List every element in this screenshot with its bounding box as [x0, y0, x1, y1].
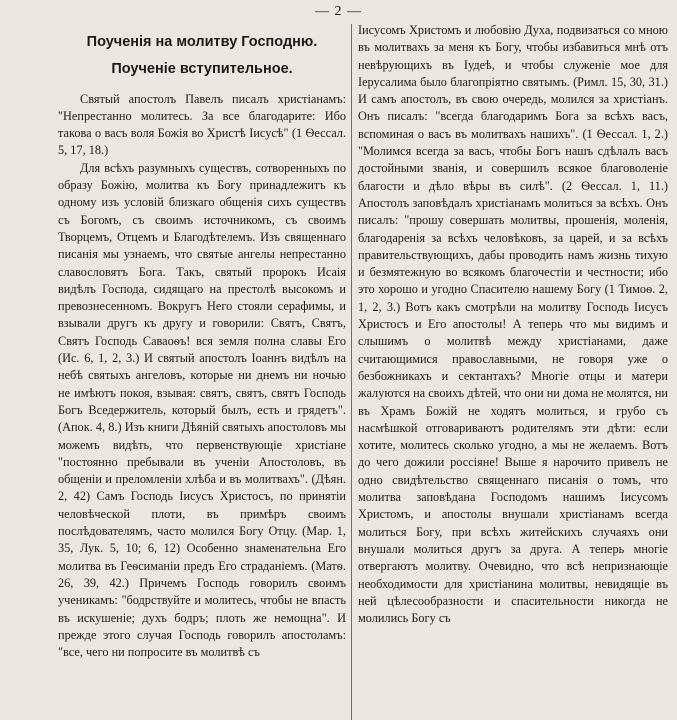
column-divider	[351, 24, 352, 720]
paragraph-continued: Іисусомъ Христомъ и любовію Духа, подвизаться со мною въ молитвахъ за меня къ Богу, чтобы избавиться мнѣ отъ невѣрующихъ въ Іудеѣ, и чтобы служеніе мое для Іерусалима было благопріятно святымъ. (Римл. 15, 30, 31.) И самъ апостолъ, въ свою очередь, молился за христіанъ. Онъ писалъ: "всегда благодаримъ Бога за всѣхъ васъ, вспоминая о васъ въ молитвахъ нашихъ". (1 Ѳессал. 1, 2.) "Молимся всегда за васъ, чтобы Богъ нашъ сдѣлалъ васъ достойными званія, и совершилъ всякое благоволеніе благости и дѣло вѣры въ силѣ". (2 Ѳессал. 1, 11.) Апостолъ заповѣдалъ христіанамъ молиться за всѣхъ. Онъ писалъ: "прошу совершать молитвы, прошенія, моленія, благодаренія за всѣхъ человѣковъ, за царей, и за всѣхъ правительствующихъ, дабы проводить намъ жизнь тихую и безмятежную во всякомъ благочестіи и честности; ибо это хорошо и угодно Спасителю нашему Богу (1 Тимоѳ. 2, 1, 2, 3.) Вотъ какъ смотрѣли на молитву Господь Іисусъ Христосъ и Его апостолы! А теперь что мы видимъ и слышимъ о молитвѣ между христіанами, даже считающимися православными, не говоря уже о безбожникахъ и сектантахъ? Многіе отцы и матери жалуются на своихъ дѣтей, что они ни дома не молятся, ни въ Храмъ Божій не ходятъ молиться, и грубо съ насмѣшкой отговариваютъ родителямъ эти дѣти: если хотите, молитесь сколько угодно, а мы не желаемъ. Вотъ до чего дожили россіяне! Выше я нарочито привелъ не одно свидѣтельство священнаго писанія о томъ, что молитва заповѣдана Господомъ нашимъ Іисусомъ Христомъ, и апостолы внушали христіанамъ всегда молиться Богу, при всѣхъ житейскихъ случаяхъ они внушали молиться другъ за друга. А теперь многіе отвергаютъ молитву. Очевидно, что всѣ непризнающіе необходимости для христіанина молитвы, невидящіе въ ней цѣлесообразности и спасительности никогда не молились Богу съ	[358, 23, 668, 626]
left-column	[58, 22, 346, 720]
paragraph-2: Для всѣхъ разумныхъ существъ, сотворенныхъ по образу Божію, молитва къ Богу принадлежитъ къ одному изъ условій близкаго общенія сихъ существъ съ Богомъ, съ своимъ источникомъ, съ своимъ Творцемъ, Отцемъ и Благодѣтелемъ. Изъ священнаго писанія мы узнаемъ, что святые ангелы непрестанно славословятъ Бога. Такъ, святый пророкъ Исаія видѣлъ Господа, сидящаго на престолѣ высокомъ и превознесенномъ. Вокругъ Него стояли серафимы, и взывали другъ къ другу и говорили: Святъ, Святъ, Святъ Господь Саваоѳъ! вся земля полна славы Его (Ис. 6, 1, 2, 3.) И святый апостолъ Іоаннъ видѣлъ на небѣ святыхъ ангеловъ, которые ни днемъ ни ночью не имѣютъ покоя, взывая: святъ, святъ, святъ Господь Богъ Вседержитель, который былъ, есть и грядетъ". (Апок. 4, 8.) Изъ книги Дѣяній святыхъ апостоловъ мы можемъ видѣть, что первенствующіе христіане "постоянно пребывали въ ученіи Апостоловъ, въ общеніи и преломленіи хлѣба и въ молитвахъ". (Дѣян. 2, 42) Самъ Господь Іисусъ Христосъ, по принятіи человѣческой плоти, въ примѣръ своимъ послѣдователямъ, часто молился Богу Отцу. (Мар. 1, 35, Лук. 5, 10; 6, 12) Особенно знаменательна Его молитва въ Геѳсиманіи предъ Его страданіемъ. (Матѳ. 26, 39, 42.) Причемъ Господь говорилъ своимъ ученикамъ: "бодрствуйте и молитесь, чтобы не впасть въ искушеніе; духъ бодръ; плоть же немощна". И прежде этого случая Господь говорилъ апостоламъ: "все, чего ни попросите въ молитвѣ съ	[58, 160, 346, 660]
page-number: — 2 —	[315, 4, 362, 19]
right-column	[358, 22, 668, 720]
paragraph-1: Святый апостолъ Павелъ писалъ христіанамъ: "Непрестанно молитесь. За все благодарите: Ибо такова о васъ воля Божія во Христѣ Іисусѣ" (1 Ѳессал. 5, 17, 18.)	[58, 91, 346, 158]
sermon-subtitle: Поученіе вступительное.	[111, 61, 293, 78]
sermon-title: Поученія на молитву Господню.	[86, 34, 318, 50]
